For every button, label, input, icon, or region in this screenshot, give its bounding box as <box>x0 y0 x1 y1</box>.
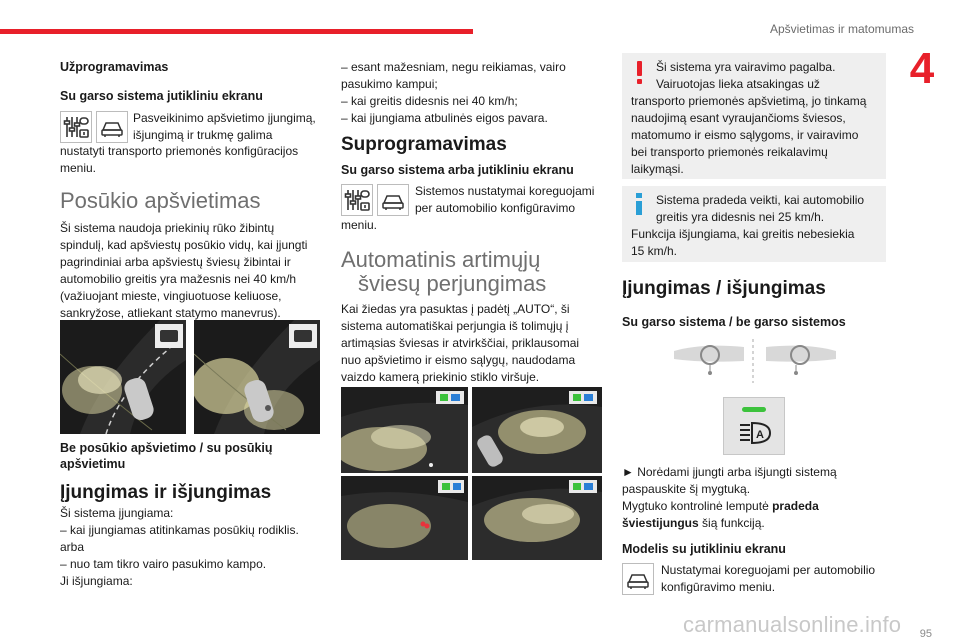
svg-text:A: A <box>756 429 764 441</box>
steering-wheel-icon <box>758 341 838 381</box>
indicator-lamp <box>742 407 766 412</box>
welcome-text-line: nustatyti transporto priemonės konfigūracijos <box>60 144 299 158</box>
warning-icon <box>629 59 651 85</box>
paragraph-line: – esant mažesniam, negu reikiamas, vairo <box>341 60 566 74</box>
paragraph-line: arba <box>60 540 85 554</box>
photo-dipped-beam-following <box>341 476 468 560</box>
warning-line: laikymąsi. <box>631 162 684 176</box>
press-line: ► Norėdami įjungti arba išjungti sistemą <box>622 465 837 479</box>
paragraph-line: automobilio greitis yra mažesnis nei 40 km/h <box>60 272 297 286</box>
warning-line: matomumo ir eismo sąlygoms, ir vairavimo <box>631 128 859 142</box>
equalizer-icon <box>60 111 92 143</box>
heading-auto-dipped-beam: Automatinis artimųjų <box>341 247 541 272</box>
warning-line: Vairuotojas lieka atsakingas už <box>656 77 820 91</box>
press-line-with-bold <box>622 515 765 532</box>
caption-line: apšvietimu <box>60 457 126 471</box>
press-line: paspauskite šį mygtuką. <box>622 482 751 496</box>
car-settings-icon <box>96 111 128 143</box>
welcome-text-line: išjungimą ir trukmę galima <box>133 128 273 142</box>
paragraph-line: Ši sistema įjungiama: <box>60 506 174 520</box>
header-accent-bar <box>0 29 473 34</box>
photo-with-cornering-light <box>194 320 320 434</box>
settings-text-line: per automobilio konfigūravimo <box>415 201 576 215</box>
heading-on-off-2: Įjungimas / išjungimas <box>622 278 826 299</box>
model-text-line: konfigūravimo meniu. <box>661 580 776 594</box>
heading-model-touchscreen: Modelis su jutikliniu ekranu <box>622 542 786 556</box>
heading-auto-dipped-beam: šviesų perjungimas <box>358 271 547 296</box>
paragraph-line: pasukimo kampui; <box>341 77 438 91</box>
paragraph-line: vaizdo kamerą priekinio stiklo viršuje. <box>341 370 540 384</box>
warning-line: Ši sistema yra vairavimo pagalba. <box>656 60 836 74</box>
heading-on-off: Įjungimas ir išjungimas <box>60 482 272 503</box>
continuation-paragraph <box>341 59 566 127</box>
press-line-with-bold <box>622 498 819 515</box>
paragraph-line: Kai žiedas yra pasuktas į padėtį „AUTO“, ši <box>341 302 570 316</box>
paragraph-line: – kai įjungiamas atitinkamas posūkių rodiklis. <box>60 523 299 537</box>
heading-touchscreen: Su garso sistema jutikliniu ekranu <box>60 89 263 103</box>
paragraph-line: sankryžose, atliekant statymo manevrus). <box>60 306 281 320</box>
press-bold: pradeda <box>772 499 819 513</box>
settings-text-line: meniu. <box>341 218 378 232</box>
heading-audio-touchscreen: Su garso sistema arba jutikliniu ekranu <box>341 163 574 177</box>
paragraph-line: Ji išjungiama: <box>60 574 133 588</box>
steering-wheel-icon <box>672 341 752 381</box>
photo-auto-beam-lit-area <box>472 476 602 560</box>
paragraph-line: nuo apšvietimo ir eismo sąlygų, naudodama <box>341 353 576 367</box>
auto-high-beam-icon <box>738 420 772 446</box>
caption-line: Be posūkio apšvietimo / su posūkių <box>60 441 273 455</box>
photo-high-beam-scene <box>341 387 468 473</box>
equalizer-icon <box>341 184 373 216</box>
welcome-text-line: meniu. <box>60 161 97 175</box>
paragraph-line: (važiuojant mieste, vingiuotuose keliuose, <box>60 289 282 303</box>
heading-deprogramming: Suprogramavimas <box>341 134 507 155</box>
watermark: carmanualsonline.info <box>683 612 902 637</box>
info-line: Funkcija išjungiama, kai greitis nebesiekia <box>631 227 855 241</box>
heading-reprogramming: Užprogramavimas <box>60 60 169 74</box>
warning-continuation <box>631 93 866 178</box>
info-line: greitis yra didesnis nei 25 km/h. <box>656 210 825 224</box>
paragraph-line: sistema automatiškai perjungia iš tolimųjų į <box>341 319 569 333</box>
paragraph-line: pagrindiniai arba apšviestų šviesų žibintai ir <box>60 255 291 269</box>
car-settings-icon <box>622 563 654 595</box>
info-line: Sistema pradeda veikti, kai automobilio <box>656 193 865 207</box>
press-text: Mygtuko kontrolinė lemputė <box>622 499 769 513</box>
section-title: Apšvietimas ir matomumas <box>769 22 914 36</box>
warning-line: bei transporto priemonės reikalavimų <box>631 145 828 159</box>
car-settings-icon <box>377 184 409 216</box>
diagram-divider <box>752 339 754 383</box>
settings-text-line: Sistemos nustatymai koreguojami <box>415 184 595 198</box>
info-line: 15 km/h. <box>631 244 678 258</box>
warning-line: naudojimą esant vyraujančioms šviesos, <box>631 111 846 125</box>
model-text-line: Nustatymai koreguojami per automobilio <box>661 563 876 577</box>
paragraph-line: Ši sistema naudoja priekinių rūko žibintų <box>60 221 275 235</box>
photo-dipped-beam-oncoming <box>472 387 602 473</box>
press-bold: šviestijungus <box>622 516 699 530</box>
paragraph-line: – nuo tam tikro vairo pasukimo kampo. <box>60 557 267 571</box>
paragraph-line: – kai įjungiama atbulinės eigos pavara. <box>341 111 548 125</box>
chapter-number: 4 <box>909 44 935 93</box>
paragraph-line: artimąsias šviesas ir atvirkščiai, priklausomai <box>341 336 580 350</box>
photo-without-cornering-light <box>60 320 186 434</box>
heading-cornering-lighting: Posūkio apšvietimas <box>60 188 261 213</box>
cornering-paragraph <box>60 220 307 322</box>
auto-paragraph <box>341 301 579 386</box>
paragraph-line: – kai greitis didesnis nei 40 km/h; <box>341 94 518 108</box>
welcome-text-line: Pasveikinimo apšvietimo įjungimą, <box>133 111 316 125</box>
info-icon <box>632 192 646 216</box>
auto-high-beam-button[interactable] <box>723 397 785 455</box>
page-number: 95 <box>919 628 932 640</box>
warning-line: transporto priemonės apšvietimą, jo tinkamą <box>631 94 867 108</box>
heading-audio-no-audio: Su garso sistema / be garso sistemos <box>622 315 846 329</box>
paragraph-line: spindulį, kad apšviestų posūkio vidų, kai įjungti <box>60 238 308 252</box>
onoff-paragraph <box>60 505 299 590</box>
press-text: šią funkciją. <box>702 516 765 530</box>
